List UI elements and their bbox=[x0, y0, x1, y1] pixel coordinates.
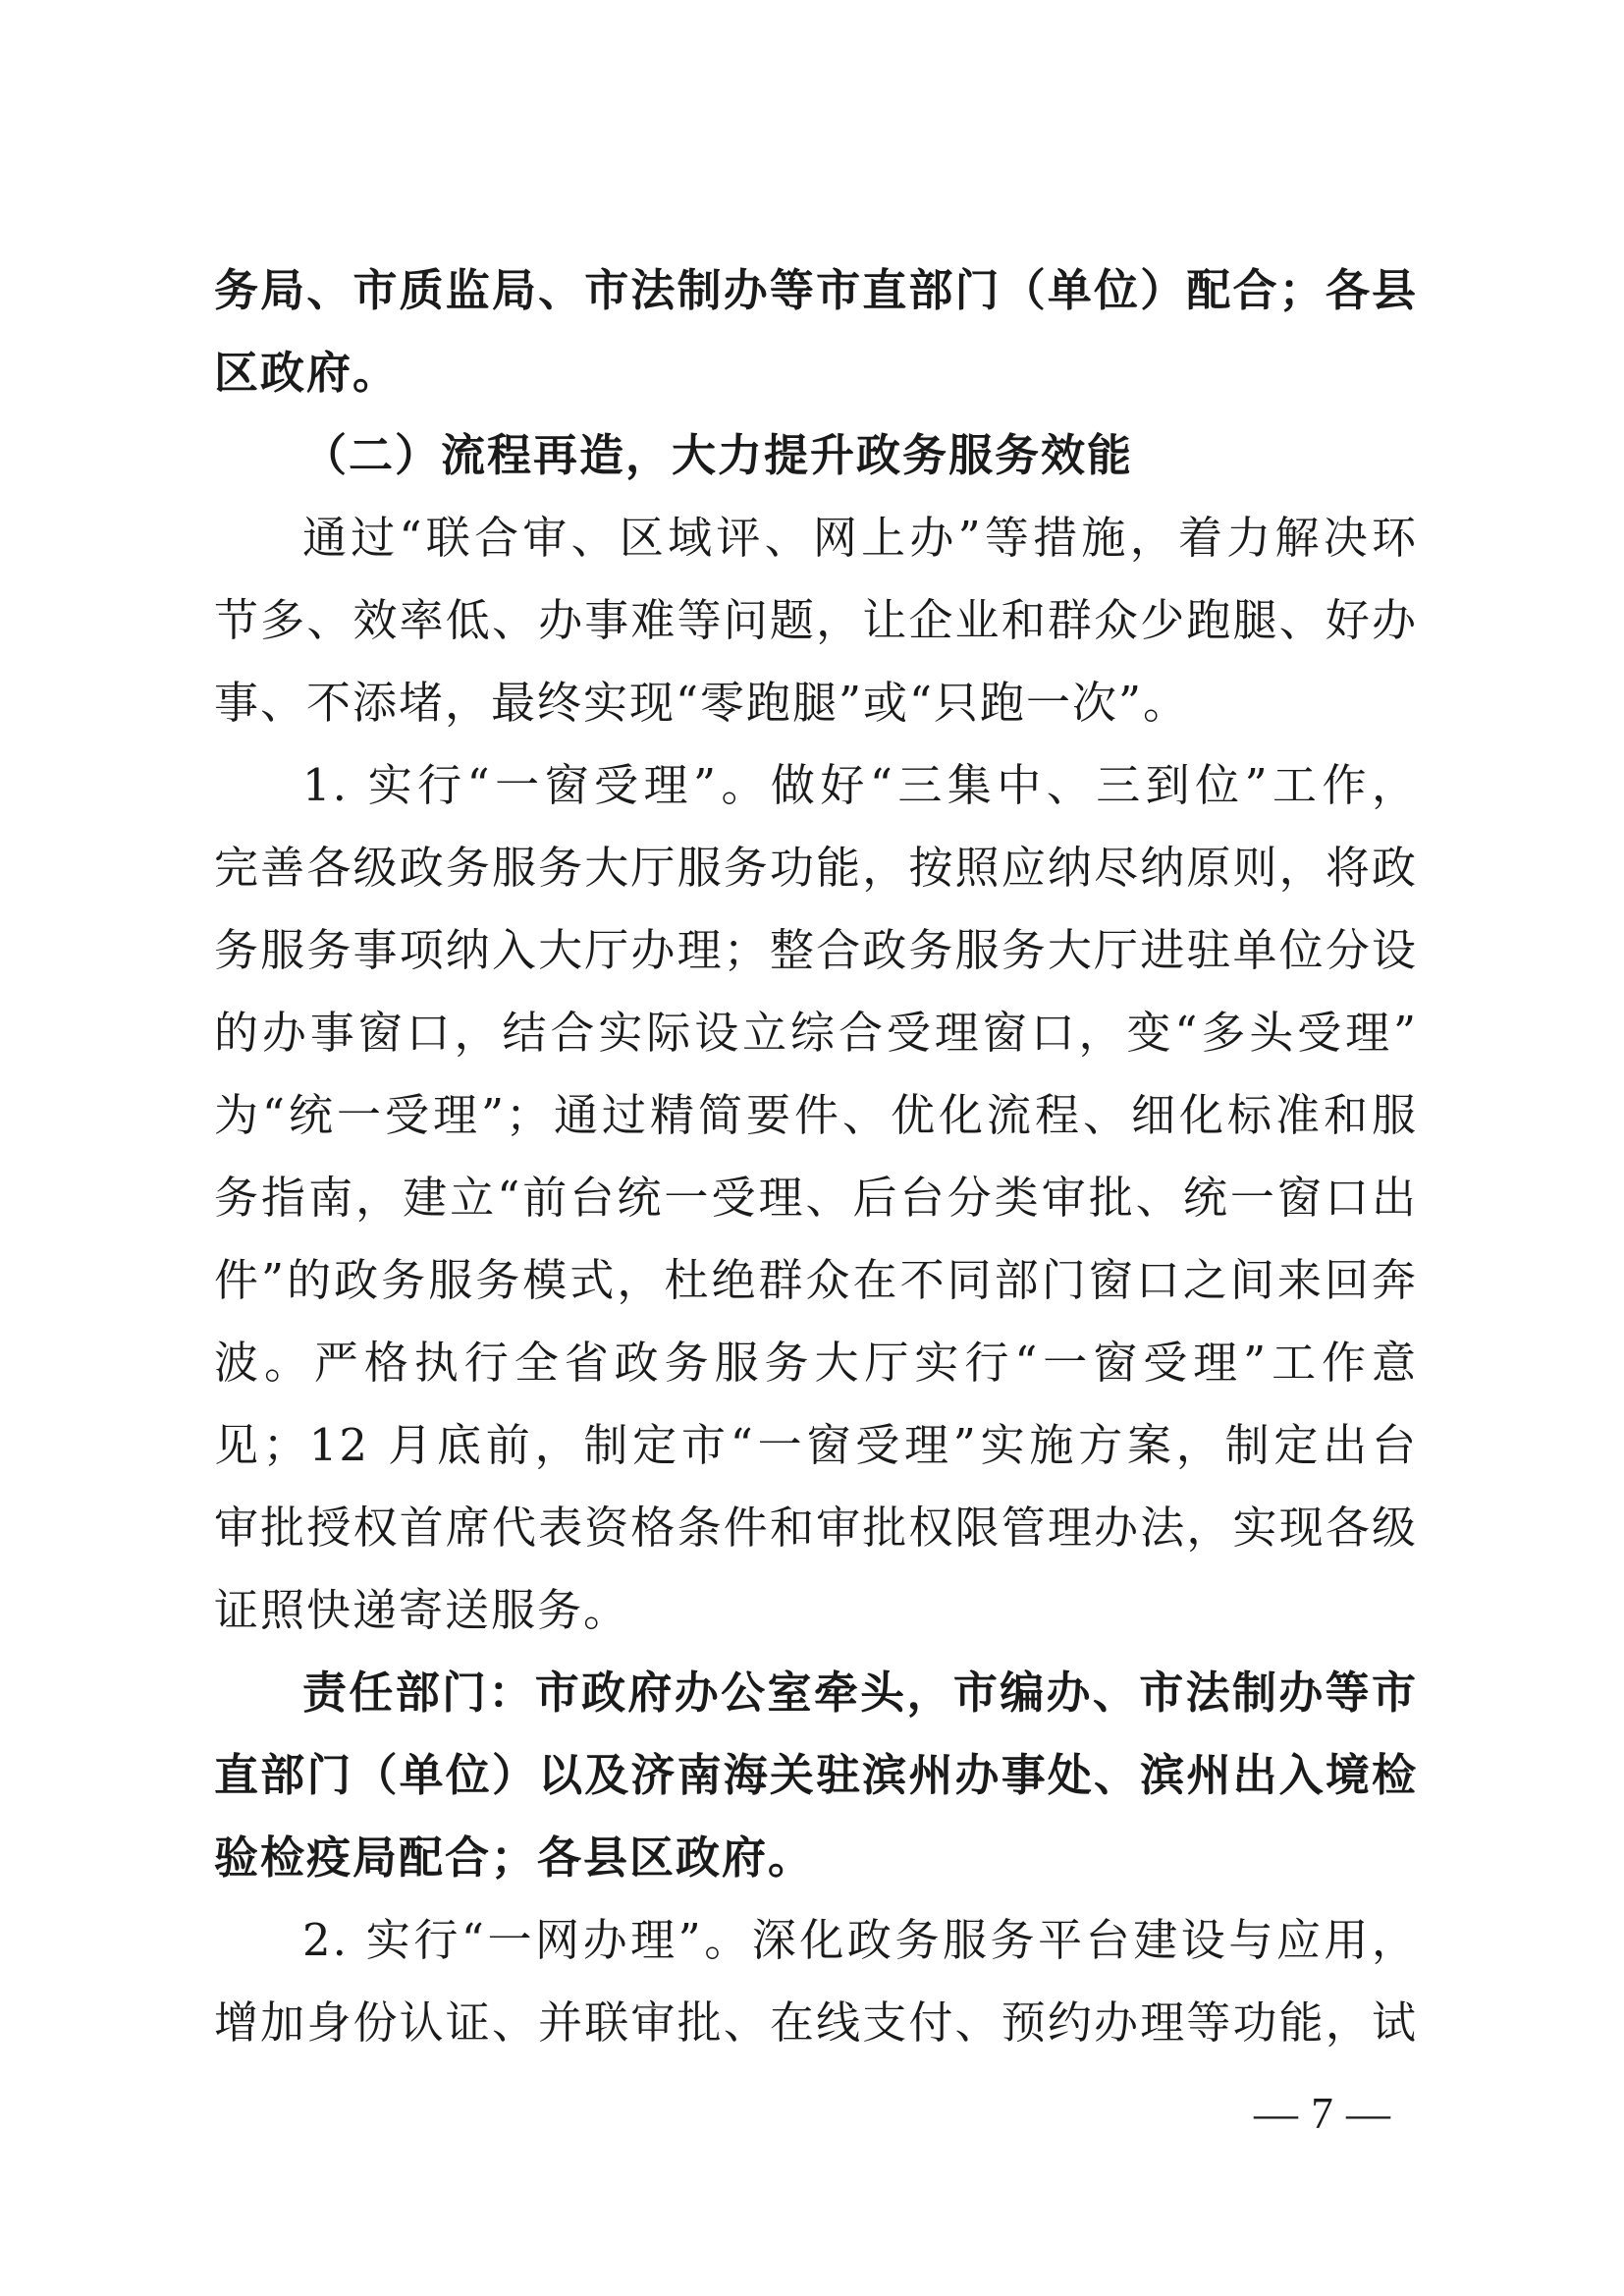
body-text bbox=[214, 249, 1418, 2064]
paragraph-line: 件”的政务服务模式，杜绝群众在不同部门窗口之间来回奔 bbox=[214, 1254, 1418, 1306]
paragraph-line: 为“统一受理”；通过精简要件、优化流程、细化标准和服 bbox=[214, 1089, 1418, 1141]
paragraph-line: 事、不添堵，最终实现“零跑腿”或“只跑一次”。 bbox=[214, 677, 1190, 729]
paragraph-line: 务服务事项纳入大厅办理；整合政务服务大厅进驻单位分设 bbox=[214, 924, 1418, 976]
paragraph-line: 通过“联合审、区域评、网上办”等措施，着力解决环 bbox=[302, 512, 1418, 564]
page-number: — 7 — bbox=[1254, 2089, 1391, 2138]
responsibility-line: 直部门（单位）以及济南海关驻滨州办事处、滨州出入境检 bbox=[214, 1749, 1418, 1801]
section-heading: （二）流程再造，大力提升政务服务效能 bbox=[302, 429, 1134, 481]
paragraph-line: 完善各级政务服务大厅服务功能，按照应纳尽纳原则，将政 bbox=[214, 842, 1418, 894]
responsibility-line: 务局、市质监局、市法制办等市直部门（单位）配合；各县 bbox=[214, 264, 1418, 316]
paragraph-line: 见；12 月底前，制定市“一窗受理”实施方案，制定出台 bbox=[214, 1419, 1418, 1471]
paragraph-line: 证照快递寄送服务。 bbox=[214, 1584, 630, 1636]
paragraph-line: 1. 实行“一窗受理”。做好“三集中、三到位”工作， bbox=[302, 759, 1418, 811]
responsibility-line: 责任部门：市政府办公室牵头，市编办、市法制办等市 bbox=[302, 1667, 1418, 1719]
paragraph-line: 的办事窗口，结合实际设立综合受理窗口，变“多头受理” bbox=[214, 1007, 1418, 1059]
paragraph-line: 审批授权首席代表资格条件和审批权限管理办法，实现各级 bbox=[214, 1502, 1418, 1554]
paragraph-line: 增加身份认证、并联审批、在线支付、预约办理等功能，试 bbox=[214, 1996, 1418, 2049]
paragraph-line: 节多、效率低、办事难等问题，让企业和群众少跑腿、好办 bbox=[214, 594, 1418, 646]
paragraph-line: 务指南，建立“前台统一受理、后台分类审批、统一窗口出 bbox=[214, 1172, 1418, 1224]
responsibility-line: 区政府。 bbox=[214, 347, 400, 399]
paragraph-line: 2. 实行“一网办理”。深化政务服务平台建设与应用， bbox=[302, 1914, 1418, 1966]
paragraph-line: 波。严格执行全省政务服务大厅实行“一窗受理”工作意 bbox=[214, 1337, 1418, 1389]
responsibility-line: 验检疫局配合；各县区政府。 bbox=[214, 1831, 815, 1884]
